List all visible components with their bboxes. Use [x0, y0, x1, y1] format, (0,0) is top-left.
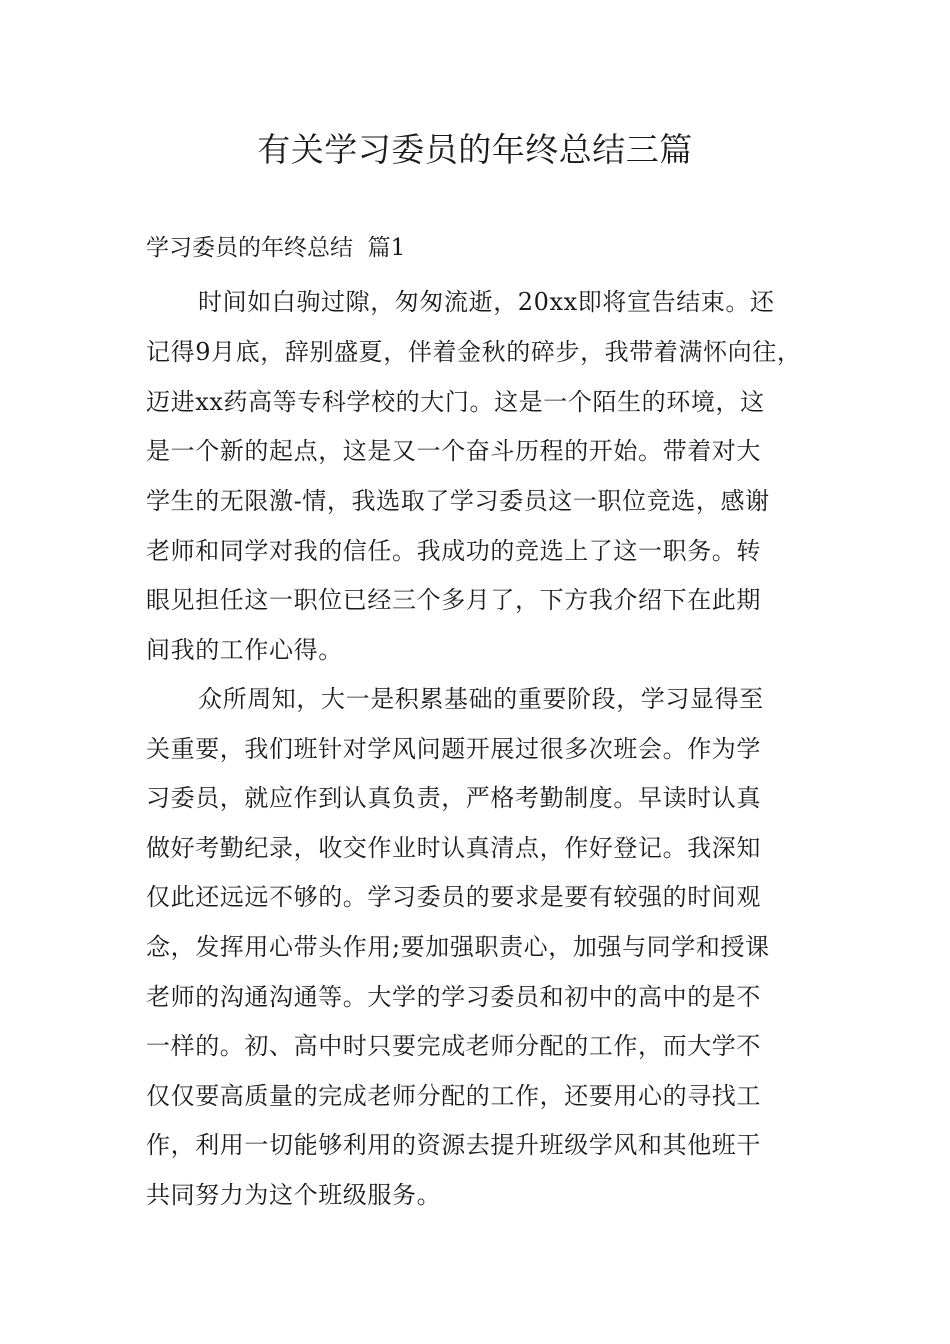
- paragraph-line: 众所周知，大一是积累基础的重要阶段，学习显得至: [198, 685, 764, 713]
- paragraph-line: 作，利用一切能够利用的资源去提升班级学风和其他班干: [146, 1131, 761, 1159]
- paragraph-line: 习委员，就应作到认真负责，严格考勤制度。早读时认真: [146, 784, 761, 812]
- paragraph-line: 做好考勤纪录，收交作业时认真清点，作好登记。我深知: [146, 834, 761, 862]
- paragraph-line: 老师和同学对我的信任。我成功的竞选上了这一职务。转: [146, 537, 761, 565]
- paragraph-line: 间我的工作心得。: [146, 636, 343, 664]
- paragraph-line: 念，发挥用心带头作用;要加强职责心，加强与同学和授课: [146, 933, 770, 961]
- paragraph-line: 关重要，我们班针对学风问题开展过很多次班会。作为学: [146, 735, 761, 763]
- section-heading: 学习委员的年终总结 篇1: [146, 235, 406, 261]
- paragraph-line: 眼见担任这一职位已经三个多月了，下方我介绍下在此期: [146, 586, 761, 614]
- paragraph-line: 仅仅要高质量的完成老师分配的工作，还要用心的寻找工: [146, 1082, 761, 1110]
- paragraph-line: 学生的无限激-情，我选取了学习委员这一职位竞选，感谢: [146, 487, 770, 515]
- paragraph-line: 时间如白驹过隙，匆匆流逝，20xx即将宣告结束。还: [198, 288, 775, 316]
- paragraph-line: 是一个新的起点，这是又一个奋斗历程的开始。带着对大: [146, 437, 761, 465]
- paragraph-line: 共同努力为这个班级服务。: [146, 1181, 442, 1209]
- paragraph-line: 记得9月底，辞别盛夏，伴着金秋的碎步，我带着满怀向往，: [146, 338, 802, 366]
- paragraph-line: 一样的。初、高中时只要完成老师分配的工作，而大学不: [146, 1032, 761, 1060]
- paragraph-line: 迈进xx药高等专科学校的大门。这是一个陌生的环境，这: [146, 388, 765, 416]
- paragraph-line: 仅此还远远不够的。学习委员的要求是要有较强的时间观: [146, 883, 761, 911]
- paragraph-line: 老师的沟通沟通等。大学的学习委员和初中的高中的是不: [146, 983, 761, 1011]
- document-title: 有关学习委员的年终总结三篇: [257, 130, 693, 169]
